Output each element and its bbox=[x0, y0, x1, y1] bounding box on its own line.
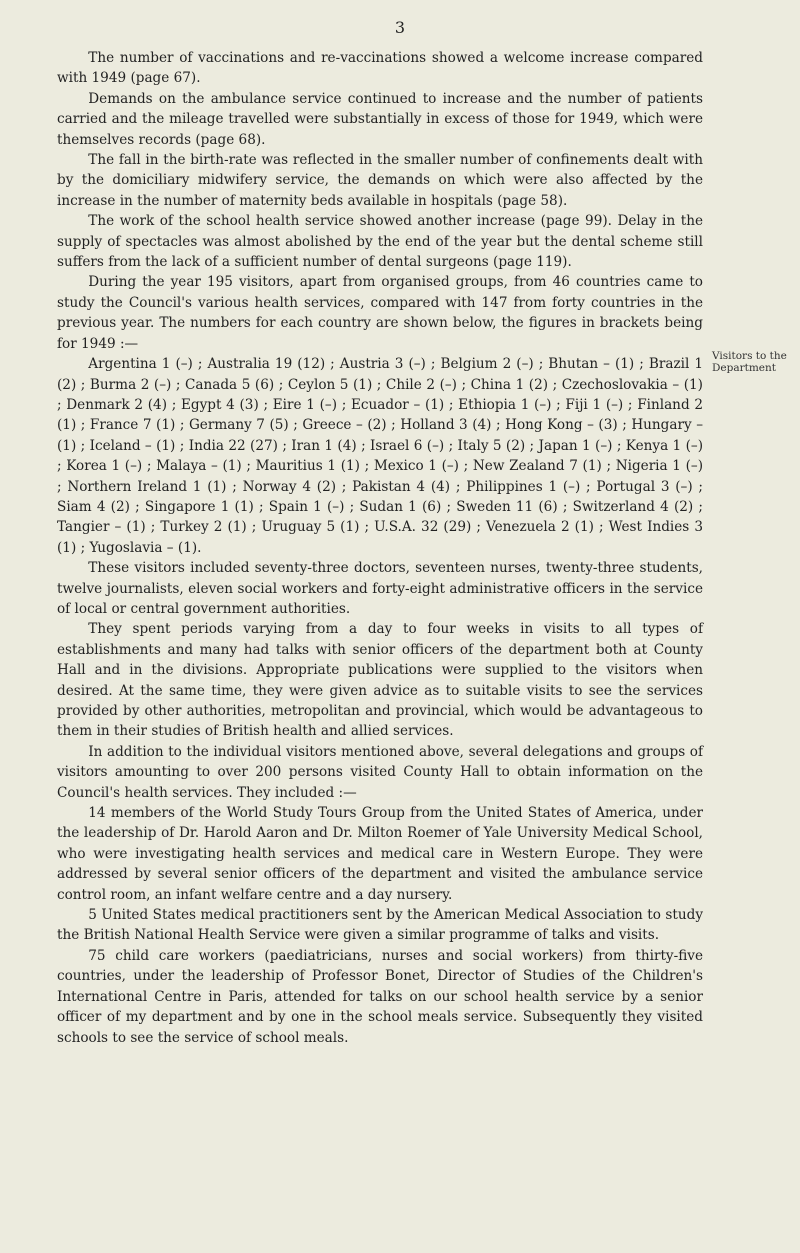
paragraph-us-practitioners: 5 United States medical practitioners sent by the American Medical Association to study the British National Health Service were given a similar programme of talks and visits. bbox=[57, 907, 703, 944]
paragraph-visitors-intro: During the year 195 visitors, apart from organised groups, from 46 countries came to study the Council's various health services, compared with 147 from forty countries in the previous year. The numbers for each country are shown below, the figures in brackets being for 1949 :— bbox=[57, 274, 703, 352]
paragraph-birth-rate: The fall in the birth-rate was reflected in the smaller number of confinements dealt with by the domiciliary midwifery service, the demands on which were also affected by the increase in the number of maternity beds available in hospitals (page 58). bbox=[57, 152, 703, 209]
paragraph-delegations: In addition to the individual visitors mentioned above, several delegations and groups of visitors amounting to over 200 persons visited County Hall to obtain information on the Council's health services. They included :— bbox=[57, 743, 703, 801]
paragraph-child-care-workers: 75 child care workers (paediatricians, nurses and social workers) from thirty-five countries, under the leadership of Professor Bonet, Director of Studies of the Children's International Centre in Paris, attended for talks on our school health service by a senior officer of my department and by one in the school meals service. Subsequently they visited schools to see the service of school meals. bbox=[57, 947, 703, 1046]
paragraph-visitor-types: These visitors included seventy-three doctors, seventeen nurses, twenty-three students, twelve journalists, eleven social workers and forty-eight administrative officers in the service of local or central government authorities. bbox=[57, 560, 703, 617]
paragraph-school-health: The work of the school health service showed another increase (page 99). Delay in the supply of spectacles was almost abolished by the end of the year but the dental scheme still suffers from the lack of a sufficient number of dental surgeons (page 119). bbox=[57, 213, 703, 271]
document-body bbox=[57, 48, 703, 1048]
paragraph-visit-periods: They spent periods varying from a day to four weeks in visits to all types of establishments and many had talks with senior officers of the department both at County Hall and in the divisions. Appropriate publications were supplied to the visitors when desired. At the same time, they were given advice as to suitable visits to see the services provided by other authorities, metropolitan and provincial, which would be advantageous to them in their studies of British health and allied services. bbox=[57, 621, 703, 740]
page-number: 3 bbox=[394, 18, 406, 37]
paragraph-ambulance: Demands on the ambulance service continued to increase and the number of patients carried and the mileage travelled were substantially in excess of those for 1949, which were themselves records (page 68). bbox=[57, 90, 703, 148]
paragraph-vaccinations: The number of vaccinations and re-vaccinations showed a welcome increase compared with 1949 (page 67). bbox=[57, 50, 703, 87]
paragraph-world-study-tours: 14 members of the World Study Tours Group from the United States of America, under the leadership of Dr. Harold Aaron and Dr. Milton Roemer of Yale University Medical School, who were investigating health services and medical care in Western Europe. They were addressed by several senior officers of the department and visited the ambulance service control room, an infant welfare centre and a day nursery. bbox=[57, 805, 703, 903]
paragraph-country-list: Argentina 1 (–) ; Australia 19 (12) ; Austria 3 (–) ; Belgium 2 (–) ; Bhutan – (1) ; Brazil 1 (2) ; Burma 2 (–) ; Canada 5 (6) ; Ceylon 5 (1) ; Chile 2 (–) ; China 1 (2) ; Czechoslovakia – (1) ; Denmark 2 (4) ; Egypt 4 (3) ; Eire 1 (–) ; Ecuador – (1) ; Ethiopia 1 (–) ; Fiji 1 (–) ; Finland 2 (1) ; France 7 (1) ; Germany 7 (5) ; Greece – (2) ; Holland 3 (4) ; Hong Kong – (3) ; Hungary – (1) ; Iceland – (1) ; India 22 (27) ; Iran 1 (4) ; Israel 6 (–) ; Italy 5 (2) ; Japan 1 (–) ; Kenya 1 (–) ; Korea 1 (–) ; Malaya – (1) ; Mauritius 1 (1) ; Mexico 1 (–) ; New Zealand 7 (1) ; Nigeria 1 (–) ; Northern Ireland 1 (1) ; Norway 4 (2) ; Pakistan 4 (4) ; Philippines 1 (–) ; Portugal 3 (–) ; Siam 4 (2) ; Singapore 1 (1) ; Spain 1 (–) ; Sudan 1 (6) ; Sweden 11 (6) ; Switzerland 4 (2) ; Tangier – (1) ; Turkey 2 (1) ; Uruguay 5 (1) ; U.S.A. 32 (29) ; Venezuela 2 (1) ; West Indies 3 (1) ; Yugoslavia – (1). bbox=[57, 356, 703, 556]
margin-note-visitors: Visitors to the Department bbox=[712, 350, 787, 374]
